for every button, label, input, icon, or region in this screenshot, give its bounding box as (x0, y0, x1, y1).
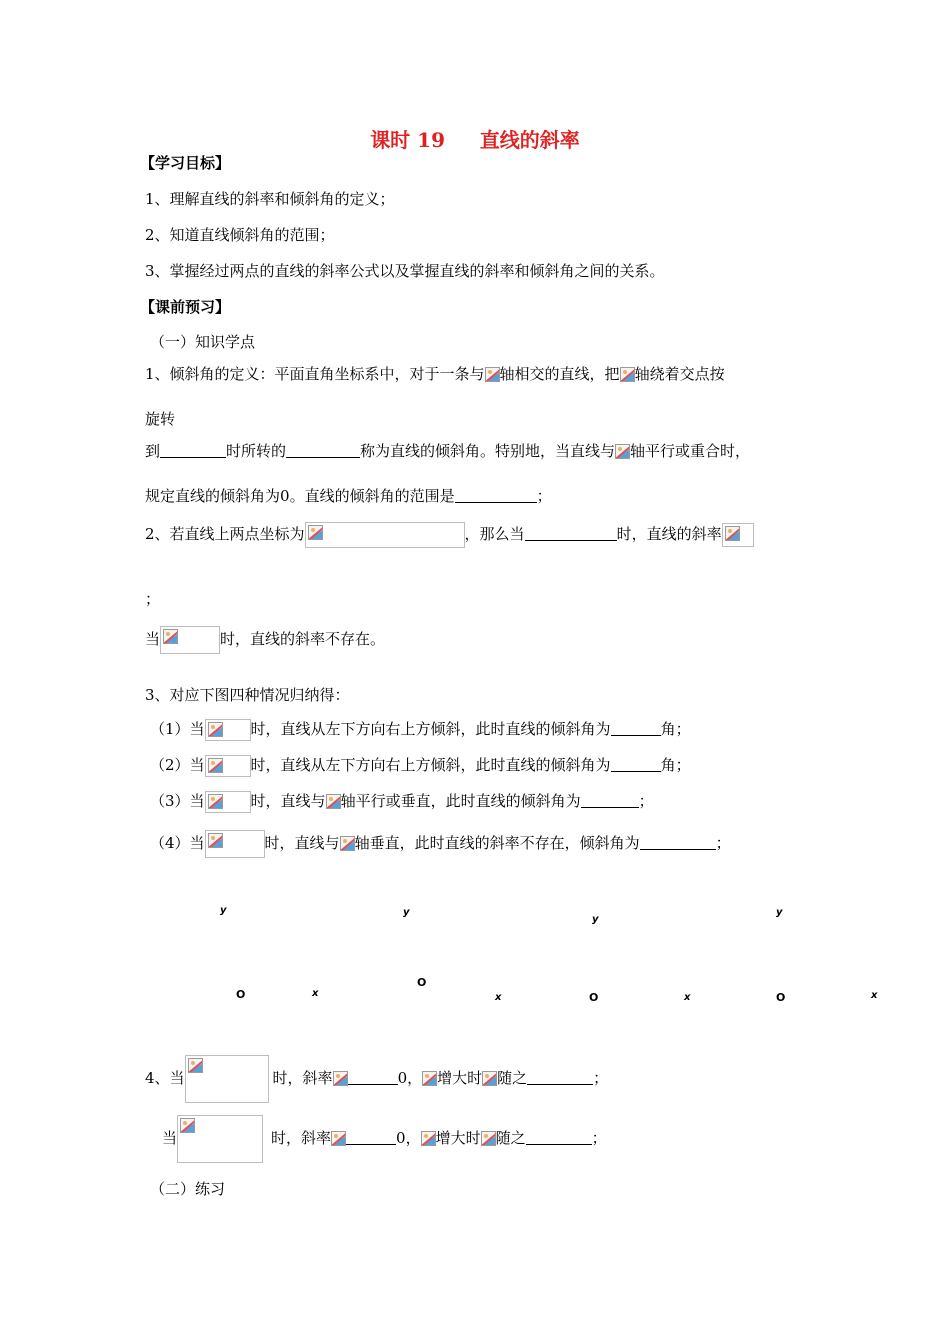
q3-case-4: （4）当 时，直线与 轴垂直，此时直线的斜率不存在，倾斜角为 ； (150, 830, 731, 858)
part1-heading: （一）知识学点 (150, 333, 256, 351)
formula-image-icon (615, 444, 630, 459)
section-preview: 【课前预习】 (140, 298, 231, 316)
fig1-origin-label: O (236, 988, 246, 1001)
part2-heading: （二）练习 (150, 1180, 226, 1198)
fig2-x-label: x (495, 992, 502, 1003)
q3-case-1: （1）当 时，直线从左下方向右上方倾斜，此时直线的倾斜角为 角； (150, 718, 691, 741)
fig3-y-label: y (592, 914, 599, 925)
section-goals: 【学习目标】 (140, 154, 231, 172)
formula-box (205, 719, 251, 741)
q1-line2: 旋转 (145, 410, 176, 428)
fill-blank (611, 719, 661, 736)
formula-box (205, 830, 265, 858)
fig2-origin-label: O (417, 976, 427, 989)
formula-box (205, 791, 251, 813)
formula-box (722, 523, 754, 547)
formula-box (177, 1115, 263, 1163)
formula-box (305, 522, 465, 548)
fill-blank (525, 524, 617, 541)
q1-line3: 到 时所转的 称为直线的倾斜角。特别地，当直线与 轴平行或重合时， (145, 442, 751, 460)
q1-line4: 规定直线的倾斜角为0。直线的倾斜角的范围是 ； (145, 487, 552, 505)
page-title: 课时 19 直线的斜率 (370, 128, 580, 152)
formula-image-icon (188, 1058, 203, 1073)
formula-image-icon (331, 1131, 346, 1146)
q2-line3: 当 时，直线的斜率不存在。 (145, 626, 385, 654)
fig4-x-label: x (871, 990, 878, 1001)
formula-image-icon (421, 1131, 436, 1146)
formula-image-icon (340, 836, 355, 851)
formula-image-icon (208, 833, 223, 848)
formula-image-icon (326, 794, 341, 809)
q4-line2: 当 时，斜率 0， 增大时 随之 ； (162, 1114, 607, 1163)
formula-image-icon (208, 722, 223, 737)
q3-case-3: （3）当 时，直线与 轴平行或垂直，此时直线的倾斜角为 ； (150, 790, 654, 813)
fill-blank (526, 1128, 592, 1145)
formula-image-icon (485, 367, 500, 382)
formula-image-icon (180, 1118, 195, 1133)
fig2-y-label: y (403, 907, 410, 918)
goal-2: 2、知道直线倾斜角的范围； (145, 226, 335, 244)
fig1-x-label: x (312, 988, 319, 999)
formula-image-icon (333, 1071, 348, 1086)
formula-image-icon (422, 1071, 437, 1086)
fig3-origin-label: O (589, 991, 599, 1004)
formula-box (205, 755, 251, 777)
q1-line1: 1、倾斜角的定义：平面直角坐标系中，对于一条与 轴相交的直线，把 轴绕着交点按 (145, 365, 725, 383)
q3-case-2: （2）当 时，直线从左下方向右上方倾斜，此时直线的倾斜角为 角； (150, 754, 691, 777)
formula-image-icon (208, 758, 223, 773)
formula-box (160, 626, 220, 654)
fill-blank (611, 755, 661, 772)
fill-blank (160, 441, 226, 458)
fig3-x-label: x (684, 992, 691, 1003)
formula-box (185, 1055, 269, 1103)
q2-line1: 2、若直线上两点坐标为 ，那么当 时，直线的斜率 (145, 522, 754, 548)
fill-blank (581, 791, 639, 808)
formula-image-icon (481, 1131, 496, 1146)
fill-blank (346, 1128, 396, 1145)
q4-line1: 4、当 时，斜率 0， 增大时 随之 ； (145, 1054, 608, 1103)
fill-blank (348, 1068, 398, 1085)
formula-image-icon (308, 525, 323, 540)
fill-blank (527, 1068, 593, 1085)
fill-blank (286, 441, 360, 458)
q3-intro: 3、对应下图四种情况归纳得： (145, 686, 350, 704)
goal-1: 1、理解直线的斜率和倾斜角的定义； (145, 190, 395, 208)
formula-image-icon (482, 1071, 497, 1086)
q2-line2: ； (145, 590, 161, 608)
fill-blank (640, 833, 716, 850)
formula-image-icon (620, 367, 635, 382)
formula-image-icon (208, 794, 223, 809)
goal-3: 3、掌握经过两点的直线的斜率公式以及掌握直线的斜率和倾斜角之间的关系。 (145, 262, 665, 280)
fig4-y-label: y (776, 907, 783, 918)
formula-image-icon (725, 526, 740, 541)
fill-blank (455, 486, 537, 503)
fig1-y-label: y (220, 905, 227, 916)
fig4-origin-label: O (776, 991, 786, 1004)
formula-image-icon (163, 629, 178, 644)
